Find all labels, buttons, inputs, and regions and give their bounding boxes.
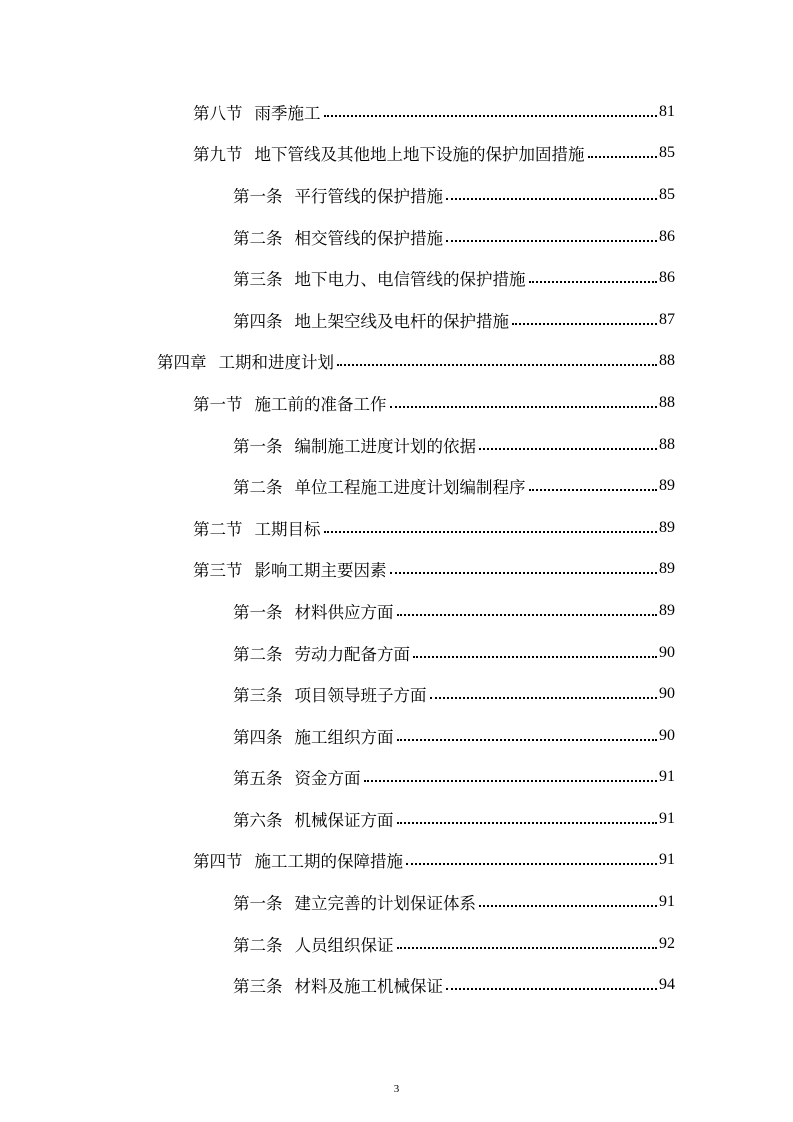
toc-entry-title: 相交管线的保护措施	[294, 228, 443, 248]
toc-entry-title: 施工前的准备工作	[254, 394, 387, 414]
toc-entry-page-number: 81	[659, 102, 675, 120]
toc-entry-title: 编制施工进度计划的依据	[294, 436, 476, 456]
dot-leader	[479, 448, 657, 450]
toc-entry[interactable]	[0, 133, 793, 175]
toc-entry[interactable]	[0, 964, 793, 1006]
toc-entry-title: 材料及施工机械保证	[294, 977, 443, 997]
toc-entry-page-number: 90	[659, 726, 675, 744]
toc-entry-page-number: 87	[659, 310, 675, 328]
dot-leader	[337, 364, 657, 366]
toc-entry[interactable]	[0, 257, 793, 299]
toc-entry-title: 地上架空线及电杆的保护措施	[294, 311, 509, 331]
toc-entry-label: 第一条	[233, 436, 283, 456]
toc-entry-label: 第四条	[233, 311, 283, 331]
toc-entry-title: 工期目标	[254, 519, 321, 539]
toc-entry[interactable]	[0, 881, 793, 923]
toc-entry-page-number: 85	[659, 185, 675, 203]
table-of-contents	[0, 91, 793, 1006]
toc-entry-title: 雨季施工	[254, 103, 321, 123]
toc-entry-page-number: 86	[659, 227, 675, 245]
toc-entry-page-number: 88	[659, 393, 675, 411]
toc-entry-title: 平行管线的保护措施	[294, 186, 443, 206]
toc-entry-title: 项目领导班子方面	[294, 686, 427, 706]
toc-entry-page-number: 91	[659, 851, 675, 869]
toc-entry-page-number: 89	[659, 601, 675, 619]
toc-entry[interactable]	[0, 923, 793, 965]
toc-entry-label: 第二条	[233, 228, 283, 248]
toc-entry-label: 第一节	[193, 394, 243, 414]
toc-entry-label: 第三条	[233, 686, 283, 706]
toc-entry-title: 建立完善的计划保证体系	[294, 894, 476, 914]
toc-entry[interactable]	[0, 632, 793, 674]
toc-entry-page-number: 89	[659, 560, 675, 578]
toc-entry-title: 单位工程施工进度计划编制程序	[294, 478, 526, 498]
toc-entry[interactable]	[0, 91, 793, 133]
toc-entry-label: 第二条	[233, 478, 283, 498]
toc-entry-label: 第八节	[193, 103, 243, 123]
toc-entry-page-number: 88	[659, 435, 675, 453]
toc-entry-title: 机械保证方面	[294, 810, 394, 830]
toc-entry-page-number: 89	[659, 518, 675, 536]
toc-entry-page-number: 90	[659, 643, 675, 661]
toc-entry[interactable]	[0, 174, 793, 216]
toc-entry-label: 第三条	[233, 977, 283, 997]
toc-entry[interactable]	[0, 715, 793, 757]
dot-leader	[529, 489, 658, 491]
toc-entry-title: 施工工期的保障措施	[254, 852, 403, 872]
toc-entry-title: 地下电力、电信管线的保护措施	[294, 270, 526, 290]
toc-entry-page-number: 86	[659, 269, 675, 287]
dot-leader	[446, 988, 657, 990]
dot-leader	[430, 697, 658, 699]
toc-entry-page-number: 91	[659, 893, 675, 911]
toc-entry[interactable]	[0, 341, 793, 383]
toc-entry-label: 第四章	[157, 353, 207, 373]
dot-leader	[413, 656, 657, 658]
toc-entry[interactable]	[0, 465, 793, 507]
dot-leader	[324, 115, 658, 117]
toc-entry[interactable]	[0, 590, 793, 632]
dot-leader	[397, 614, 658, 616]
toc-entry-page-number: 88	[659, 352, 675, 370]
toc-entry-label: 第二条	[233, 935, 283, 955]
page-number: 3	[393, 1083, 400, 1095]
dot-leader	[446, 198, 657, 200]
toc-entry-title: 资金方面	[294, 769, 361, 789]
toc-entry-label: 第二节	[193, 519, 243, 539]
toc-entry-label: 第五条	[233, 769, 283, 789]
toc-entry[interactable]	[0, 216, 793, 258]
toc-entry-title: 工期和进度计划	[218, 353, 334, 373]
toc-entry-label: 第一条	[233, 894, 283, 914]
dot-leader	[397, 822, 658, 824]
toc-entry-title: 影响工期主要因素	[254, 561, 387, 581]
dot-leader	[397, 739, 658, 741]
toc-entry-label: 第九节	[193, 145, 243, 165]
toc-entry-label: 第六条	[233, 810, 283, 830]
dot-leader	[512, 323, 657, 325]
toc-entry-title: 地下管线及其他地上地下设施的保护加固措施	[254, 145, 585, 165]
toc-entry-label: 第二条	[233, 644, 283, 664]
dot-leader	[390, 406, 658, 408]
toc-entry-page-number: 85	[659, 144, 675, 162]
toc-entry[interactable]	[0, 673, 793, 715]
toc-entry-page-number: 94	[659, 976, 675, 994]
toc-entry[interactable]	[0, 382, 793, 424]
toc-entry-label: 第四条	[233, 727, 283, 747]
toc-entry-page-number: 92	[659, 934, 675, 952]
toc-entry-page-number: 90	[659, 685, 675, 703]
toc-entry[interactable]	[0, 798, 793, 840]
toc-entry-page-number: 91	[659, 768, 675, 786]
toc-entry-label: 第一条	[233, 186, 283, 206]
toc-entry[interactable]	[0, 757, 793, 799]
dot-leader	[364, 780, 658, 782]
dot-leader	[479, 905, 657, 907]
dot-leader	[324, 531, 658, 533]
dot-leader	[529, 281, 658, 283]
toc-entry-label: 第一条	[233, 602, 283, 622]
toc-entry-page-number: 89	[659, 477, 675, 495]
toc-entry[interactable]	[0, 549, 793, 591]
toc-entry-label: 第三条	[233, 270, 283, 290]
toc-entry-label: 第三节	[193, 561, 243, 581]
dot-leader	[446, 240, 657, 242]
dot-leader	[390, 572, 658, 574]
toc-entry-title: 材料供应方面	[294, 602, 394, 622]
toc-entry-label: 第四节	[193, 852, 243, 872]
dot-leader	[406, 863, 657, 865]
toc-entry-page-number: 91	[659, 809, 675, 827]
toc-entry[interactable]	[0, 424, 793, 466]
dot-leader	[588, 156, 658, 158]
toc-entry-title: 施工组织方面	[294, 727, 394, 747]
toc-entry[interactable]	[0, 507, 793, 549]
toc-entry[interactable]	[0, 299, 793, 341]
toc-entry-title: 人员组织保证	[294, 935, 394, 955]
toc-entry[interactable]	[0, 840, 793, 882]
dot-leader	[397, 947, 658, 949]
toc-entry-title: 劳动力配备方面	[294, 644, 410, 664]
